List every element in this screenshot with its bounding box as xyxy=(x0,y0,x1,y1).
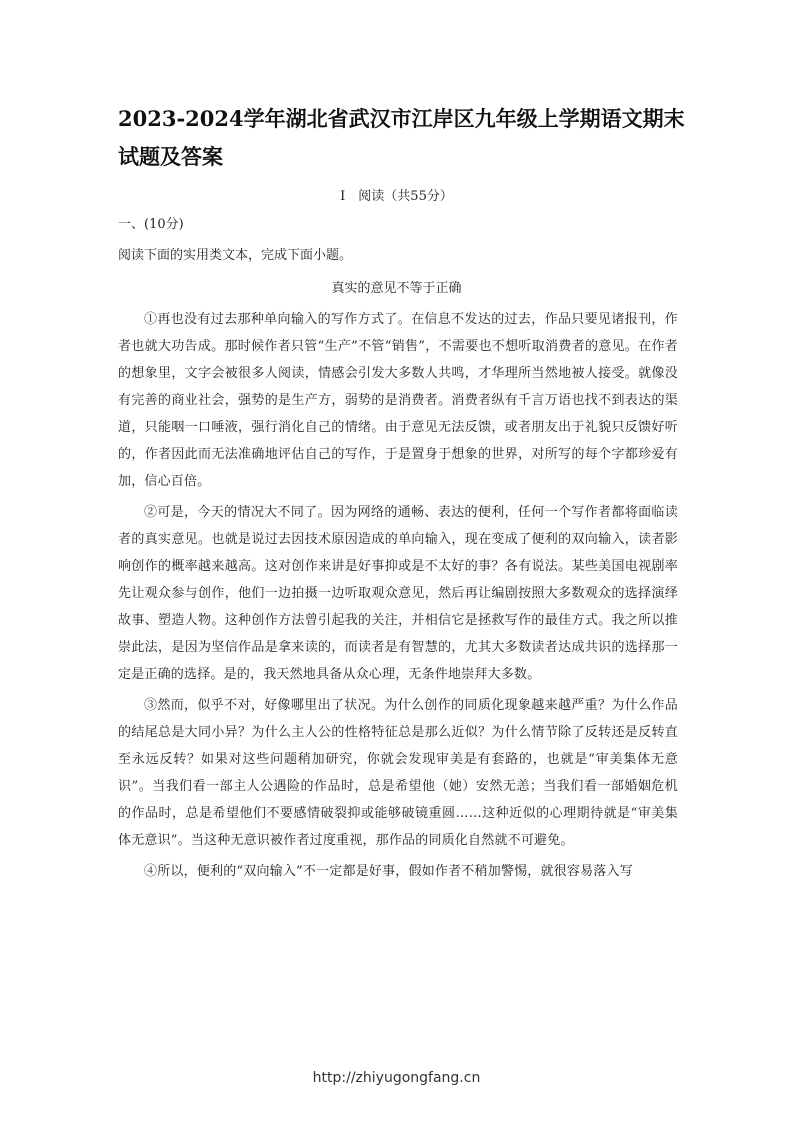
paragraph-4: ④所以，便利的“双向输入”不一定都是好事，假如作者不稍加警惕，就很容易落入写 xyxy=(144,864,633,879)
instruction-text: 阅读下面的实用类文本，完成下面小题。 xyxy=(118,248,353,263)
article-body xyxy=(118,306,678,889)
article-title: 真实的意见不等于正确 xyxy=(331,281,462,296)
document-title: 2023-2024学年湖北省武汉市江岸区九年级上学期语文期末试题及答案 xyxy=(118,106,685,169)
paragraph-2: ②可是，今天的情况大不同了。因为网络的通畅、表达的便利，任何一个写作者都将面临读者的真实意见。也就是说过去因技术原因造成的单向输入，现在变成了便利的双向输入，读者影响创作的概率越来越高。这对创作来讲是好事抑或是不太好的事？各有说法。某些美国电视剧率先让观众参与创作，他们一边拍摄一边听取观众意见，然后再让编剧按照大多数观众的选择演绎故事、塑造人物。这种创作方法曾引起我的关注，并相信它是拯救写作的最佳方式。我之所以推崇此法，是因为坚信作品是拿来读的，而读者是有智慧的，尤其大多数读者达成共识的选择那一定是正确的选择。是的，我天然地具备从众心理，无条件地崇拜大多数。 xyxy=(118,505,678,682)
section-title: Ⅰ 阅读（共55分） xyxy=(340,189,453,204)
paragraph-1: ①再也没有过去那种单向输入的写作方式了。在信息不发达的过去，作品只要见诸报刊，作者也就大功告成。那时候作者只管“生产”不管“销售”，不需要也不想听取消费者的意见。在作者的想象里，文字会被很多人阅读，情感会引发大多数人共鸣，才华理所当然地被人接受。就像没有完善的商业社会，强势的是生产方，弱势的是消费者。消费者纵有千言万语也找不到表达的渠道，只能咽一口唾液，强行消化自己的情绪。由于意见无法反馈，或者朋友出于礼貌只反馈好听的，作者因此而无法准确地评估自己的写作，于是置身于想象的世界，对所写的每个字都珍爱有加，信心百倍。 xyxy=(118,312,678,489)
part-label: 一、(10分) xyxy=(118,217,184,232)
paragraph-3: ③然而，似乎不对，好像哪里出了状况。为什么创作的同质化现象越来越严重？为什么作品的结尾总是大同小异？为什么主人公的性格特征总是那么近似？为什么情节除了反转还是反转直至永远反转？如果对这些问题稍加研究，你就会发现审美是有套路的，也就是“审美集体无意识”。当我们看一部主人公遇险的作品时，总是希望他（她）安然无恙；当我们看一部婚姻危机的作品时，总是希望他们不要感情破裂抑或能够破镜重圆……这种近似的心理期待就是“审美集体无意识”。当这种无意识被作者过度重视，那作品的同质化自然就不可避免。 xyxy=(118,698,678,848)
footer-url: http://zhiyugongfang.cn xyxy=(312,1070,481,1086)
